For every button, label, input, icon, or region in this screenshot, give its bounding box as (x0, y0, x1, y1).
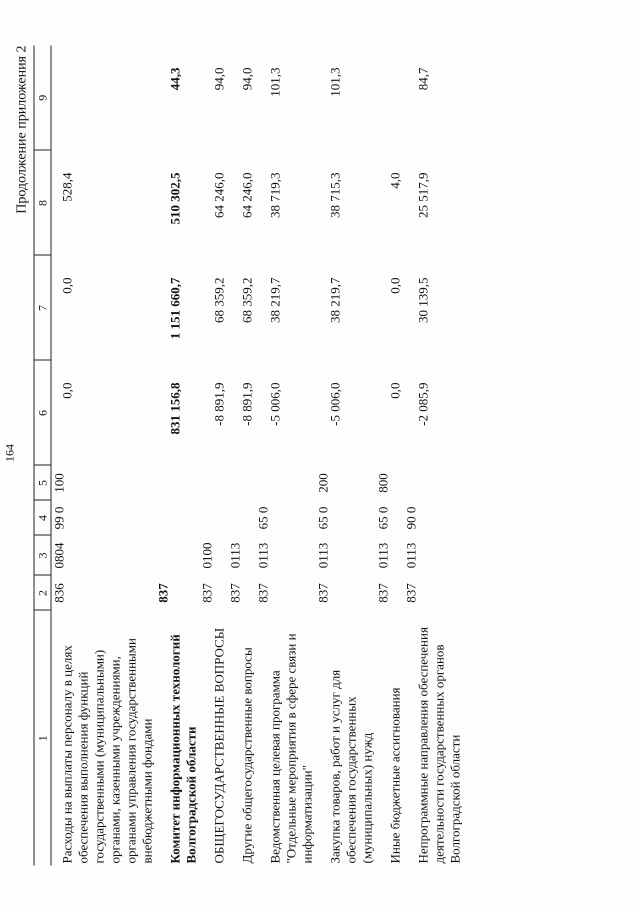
cell-value-9: 94,0 (211, 67, 226, 90)
cell-expense-type (199, 465, 227, 500)
cell-ministry-code: 837 (255, 582, 270, 603)
table-row (255, 45, 315, 865)
cell-value-9 (51, 45, 156, 150)
row-name: Комитет информационных технологий Волгоградской области (167, 633, 198, 863)
cell-ministry-code: 836 (51, 582, 66, 603)
column-header-5: 5 (34, 465, 51, 500)
cell-section-code: 0113 (375, 542, 390, 568)
cell-value-9: 84,7 (415, 67, 430, 90)
cell-value-7: 1 151 660,7 (167, 277, 182, 339)
cell-value-9: 44,3 (167, 67, 182, 90)
table-row (51, 45, 156, 865)
cell-expense-type: 100 (51, 472, 66, 493)
column-header-6: 6 (34, 360, 51, 465)
table-row (199, 45, 227, 865)
cell-target-article: 65 0 (255, 506, 270, 529)
cell-ministry-code: 837 (403, 582, 418, 603)
cell-ministry-code: 837 (199, 582, 214, 603)
appendix-continuation-label: Продолжение приложения 2 (14, 45, 29, 214)
cell-expense-type: 200 (315, 472, 330, 493)
cell-value-6: 831 156,8 (167, 382, 182, 434)
cell-section-code: 0100 (199, 542, 214, 568)
cell-expense-type (255, 465, 315, 500)
cell-section-code: 0113 (255, 542, 270, 568)
cell-expense-type: 800 (375, 472, 390, 493)
cell-value-6: -5 006,0 (327, 382, 342, 426)
cell-value-8: 64 246,0 (211, 172, 226, 218)
cell-ministry-code: 837 (315, 582, 330, 603)
cell-expense-type (155, 465, 199, 500)
column-header-8: 8 (34, 150, 51, 255)
column-number-header (34, 45, 51, 865)
page-number: 164 (2, 443, 16, 462)
column-header-9: 9 (34, 45, 51, 150)
cell-target-article (227, 500, 255, 535)
cell-value-9: 101,3 (267, 67, 282, 97)
row-name: Иные бюджетные ассигнования (387, 686, 402, 863)
cell-value-8: 25 517,9 (415, 172, 430, 218)
cell-value-7: 68 359,2 (239, 277, 254, 323)
cell-value-9: 94,0 (239, 67, 254, 90)
column-header-7: 7 (34, 255, 51, 360)
cell-target-article: 99 0 (51, 506, 66, 529)
row-name: Другие общегосударственные вопросы (239, 646, 254, 863)
cell-value-6: -5 006,0 (267, 382, 282, 426)
budget-table (33, 45, 463, 865)
cell-ministry-code: 837 (227, 582, 242, 603)
cell-target-article: 65 0 (375, 506, 390, 529)
table-row (315, 45, 375, 865)
cell-value-6: -8 891,9 (239, 382, 254, 426)
cell-value-7: 38 219,7 (267, 277, 282, 323)
cell-expense-type (227, 465, 255, 500)
cell-value-6: 0,0 (387, 382, 402, 399)
cell-target-article (199, 500, 227, 535)
cell-target-article: 65 0 (315, 506, 330, 529)
cell-value-6: 0,0 (59, 382, 74, 399)
table-row (155, 45, 199, 865)
cell-value-7: 0,0 (59, 277, 74, 294)
cell-section-code: 0113 (403, 542, 418, 568)
cell-value-7: 68 359,2 (211, 277, 226, 323)
row-name: Закупка товаров, работ и услуг для обеспечения государственных (муниципальных) нужд (327, 669, 374, 863)
table-row (375, 45, 403, 865)
column-header-3: 3 (34, 535, 51, 575)
cell-section-code (155, 535, 199, 575)
cell-value-9 (375, 45, 403, 150)
cell-value-8: 38 715,3 (327, 172, 342, 218)
cell-value-8: 64 246,0 (239, 172, 254, 218)
cell-value-7: 30 139,5 (415, 277, 430, 323)
cell-value-7: 38 219,7 (327, 277, 342, 323)
cell-value-6: -8 891,9 (211, 382, 226, 426)
row-name: Ведомственная целевая программа "Отдельные мероприятия в сфере связи и информатизации" (267, 632, 314, 863)
column-header-4: 4 (34, 500, 51, 535)
cell-value-9: 101,3 (327, 67, 342, 97)
cell-section-code: 0804 (51, 542, 66, 568)
cell-ministry-code: 837 (375, 582, 390, 603)
table-row (227, 45, 255, 865)
cell-expense-type (403, 465, 463, 500)
cell-value-8: 38 719,3 (267, 172, 282, 218)
cell-target-article (155, 500, 199, 535)
cell-value-8: 4,0 (387, 172, 402, 189)
cell-ministry-code: 837 (155, 582, 170, 603)
cell-section-code: 0113 (315, 542, 330, 568)
column-header-2: 2 (34, 575, 51, 610)
column-header-1: 1 (34, 610, 51, 865)
row-name: Непрограммные направления обеспечения деятельности государственных органов Волгоградской области (415, 626, 462, 863)
row-name: Расходы на выплаты персоналу в целях обеспечения выполнения функций государственными (муниципальными) органами, казенными учреждениями, органами управления государственными внебюджетными фондами (59, 637, 154, 863)
cell-value-8: 510 302,5 (167, 172, 182, 224)
cell-value-6: -2 085,9 (415, 382, 430, 426)
cell-section-code: 0113 (227, 542, 242, 568)
table-row (403, 45, 463, 865)
cell-target-article: 90 0 (403, 506, 418, 529)
cell-value-8: 528,4 (59, 172, 74, 202)
row-name: ОБЩЕГОСУДАРСТВЕННЫЕ ВОПРОСЫ (211, 627, 226, 863)
cell-value-7: 0,0 (387, 277, 402, 294)
